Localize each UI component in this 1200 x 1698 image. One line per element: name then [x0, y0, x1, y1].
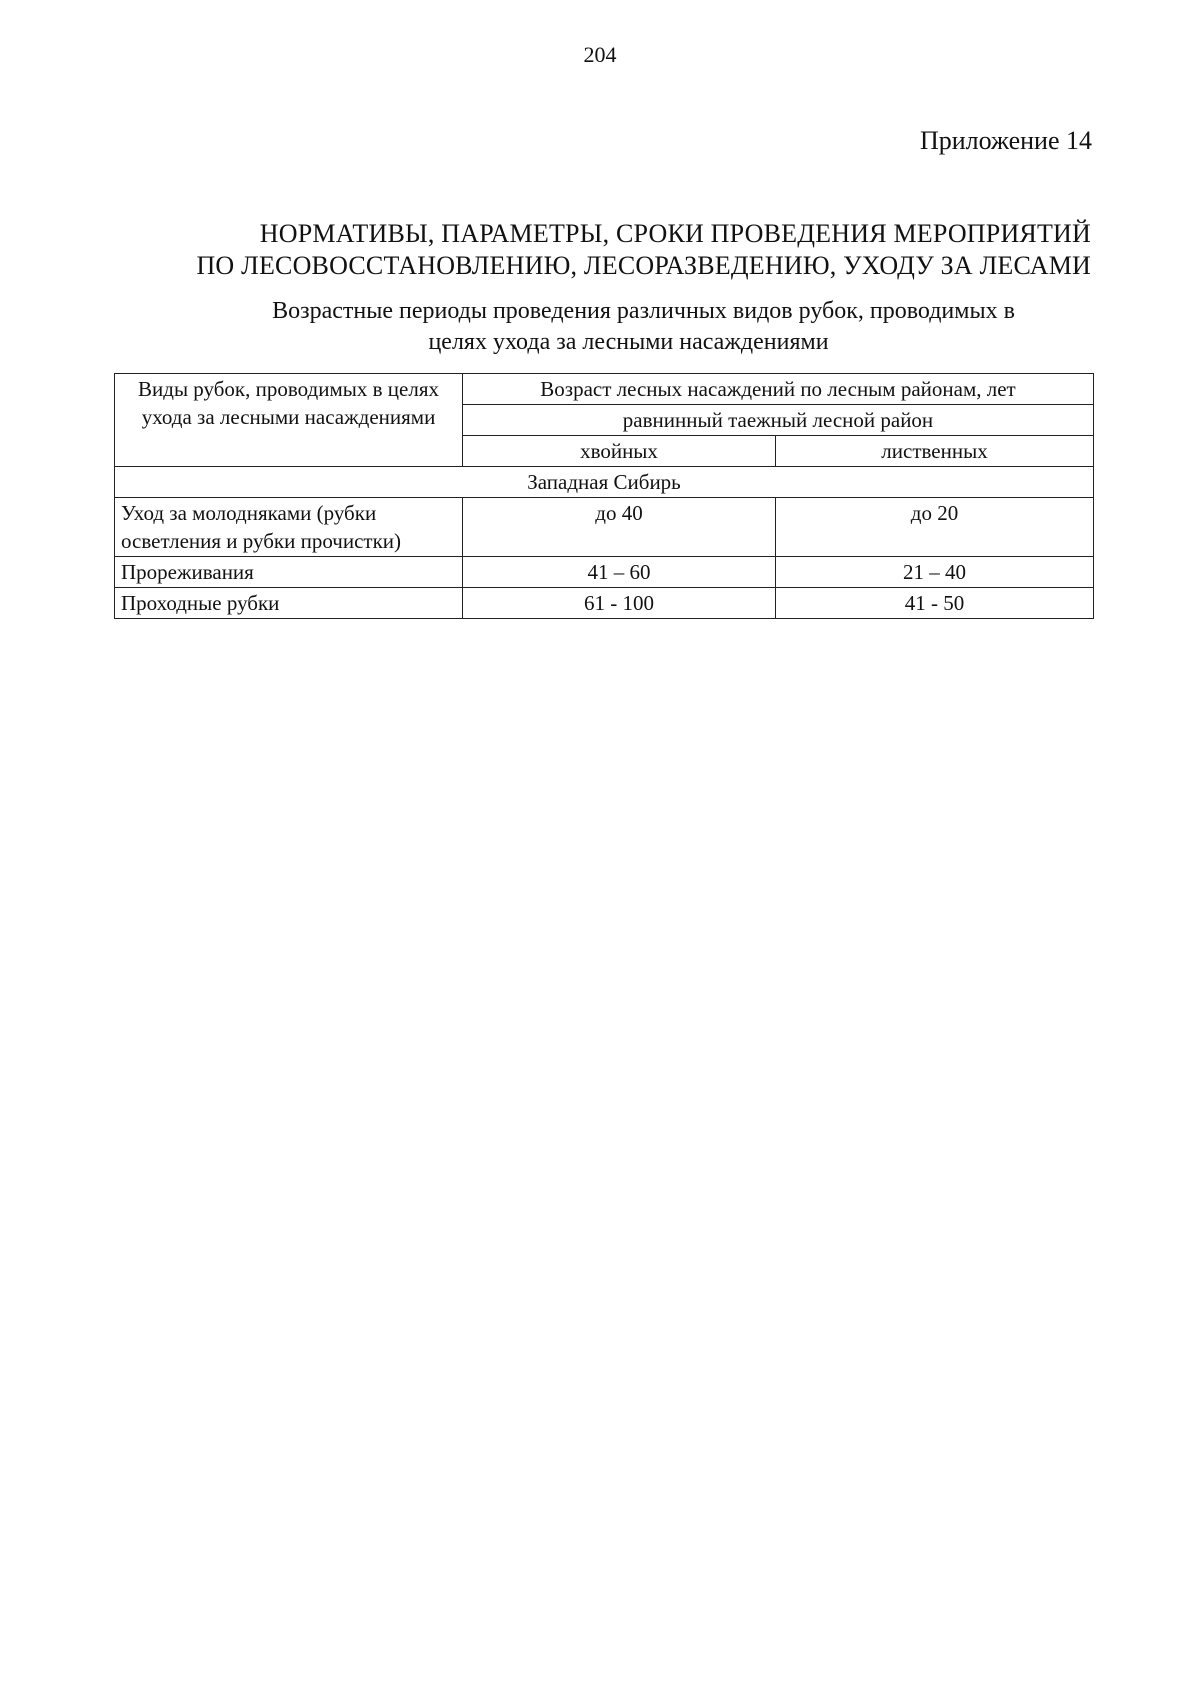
conifer-age-cell: 41 – 60	[463, 557, 776, 588]
table-row	[115, 588, 1094, 619]
header-age: Возраст лесных насаждений по лесным районам, лет	[463, 374, 1094, 405]
header-district: равнинный таежный лесной район	[463, 405, 1094, 436]
cutting-type-cell: Прореживания	[115, 557, 463, 588]
page-number: 204	[583, 42, 617, 67]
header-cutting-types: Виды рубок, проводимых в целях ухода за лесными насаждениями	[115, 374, 463, 467]
header-deciduous: лиственных	[776, 436, 1094, 467]
header-conifer: хвойных	[463, 436, 776, 467]
subtitle-line-2: целях ухода за лесными насаждениями	[428, 329, 829, 355]
title-line-2: ПО ЛЕСОВОССТАНОВЛЕНИЮ, ЛЕСОРАЗВЕДЕНИЮ, УХОДУ ЗА ЛЕСАМИ	[196, 251, 1091, 280]
cutting-type-cell: Проходные рубки	[115, 588, 463, 619]
table-header-row	[115, 374, 1094, 405]
deciduous-age-cell: до 20	[776, 498, 1094, 557]
table-subtitle	[106, 296, 1091, 358]
table-row	[115, 498, 1094, 557]
cutting-type-cell: Уход за молодняками (рубки осветления и рубки прочистки)	[115, 498, 463, 557]
title-line-1: НОРМАТИВЫ, ПАРАМЕТРЫ, СРОКИ ПРОВЕДЕНИЯ МЕРОПРИЯТИЙ	[259, 219, 1091, 248]
conifer-age-cell: до 40	[463, 498, 776, 557]
conifer-age-cell: 61 - 100	[463, 588, 776, 619]
norms-table	[114, 373, 1094, 619]
subtitle-line-1: Возрастные периоды проведения различных видов рубок, проводимых в	[272, 298, 1015, 324]
document-title	[106, 218, 1091, 282]
deciduous-age-cell: 21 – 40	[776, 557, 1094, 588]
deciduous-age-cell: 41 - 50	[776, 588, 1094, 619]
region-cell: Западная Сибирь	[115, 467, 1094, 498]
table-row	[115, 557, 1094, 588]
table-region-row	[115, 467, 1094, 498]
appendix-label: Приложение 14	[919, 126, 1092, 155]
